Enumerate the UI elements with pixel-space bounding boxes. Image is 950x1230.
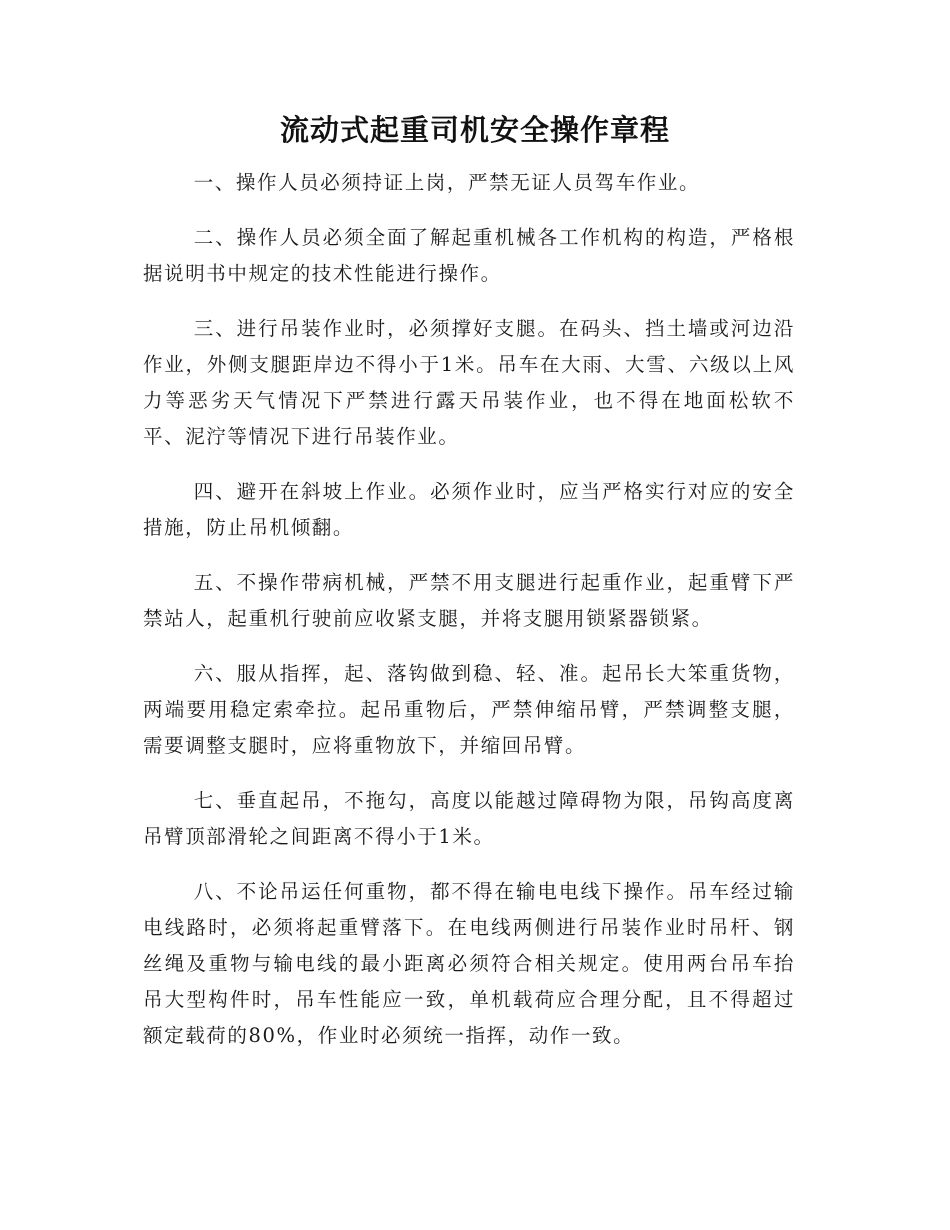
paragraph-2: 二、操作人员必须全面了解起重机械各工作机构的构造，严格根据说明书中规定的技术性能进行操作。	[143, 226, 795, 285]
paragraph-3: 三、进行吊装作业时，必须撑好支腿。在码头、挡土墙或河边沿作业，外侧支腿距岸边不得小于1米。吊车在大雨、大雪、六级以上风力等恶劣天气情况下严禁进行露天吊装作业，也不得在地面松软不平、泥泞等情况下进行吊装作业。	[143, 317, 795, 448]
paragraph-5: 五、不操作带病机械，严禁不用支腿进行起重作业，起重臂下严禁站人，起重机行驶前应收紧支腿，并将支腿用锁紧器锁紧。	[143, 571, 795, 630]
paragraph-7: 七、垂直起吊，不拖勾，高度以能越过障碍物为限，吊钩高度离吊臂顶部滑轮之间距离不得小于1米。	[143, 789, 795, 848]
paragraph-8: 八、不论吊运任何重物，都不得在输电电线下操作。吊车经过输电线路时，必须将起重臂落下。在电线两侧进行吊装作业时吊杆、钢丝绳及重物与输电线的最小距离必须符合相关规定。使用两台吊车抬吊大型构件时，吊车性能应一致，单机载荷应合理分配，且不得超过额定载荷的80%，作业时必须统一指挥，动作一致。	[143, 880, 795, 1047]
document-body	[143, 165, 795, 1073]
paragraph-1: 一、操作人员必须持证上岗，严禁无证人员驾车作业。	[193, 171, 701, 194]
paragraph-4: 四、避开在斜坡上作业。必须作业时，应当严格实行对应的安全措施，防止吊机倾翻。	[143, 480, 795, 539]
paragraph-6: 六、服从指挥，起、落钩做到稳、轻、准。起吊长大笨重货物，两端要用稳定索牵拉。起吊重物后，严禁伸缩吊臂，严禁调整支腿，需要调整支腿时，应将重物放下，并缩回吊臂。	[143, 662, 795, 757]
document-title: 流动式起重司机安全操作章程	[279, 113, 670, 147]
